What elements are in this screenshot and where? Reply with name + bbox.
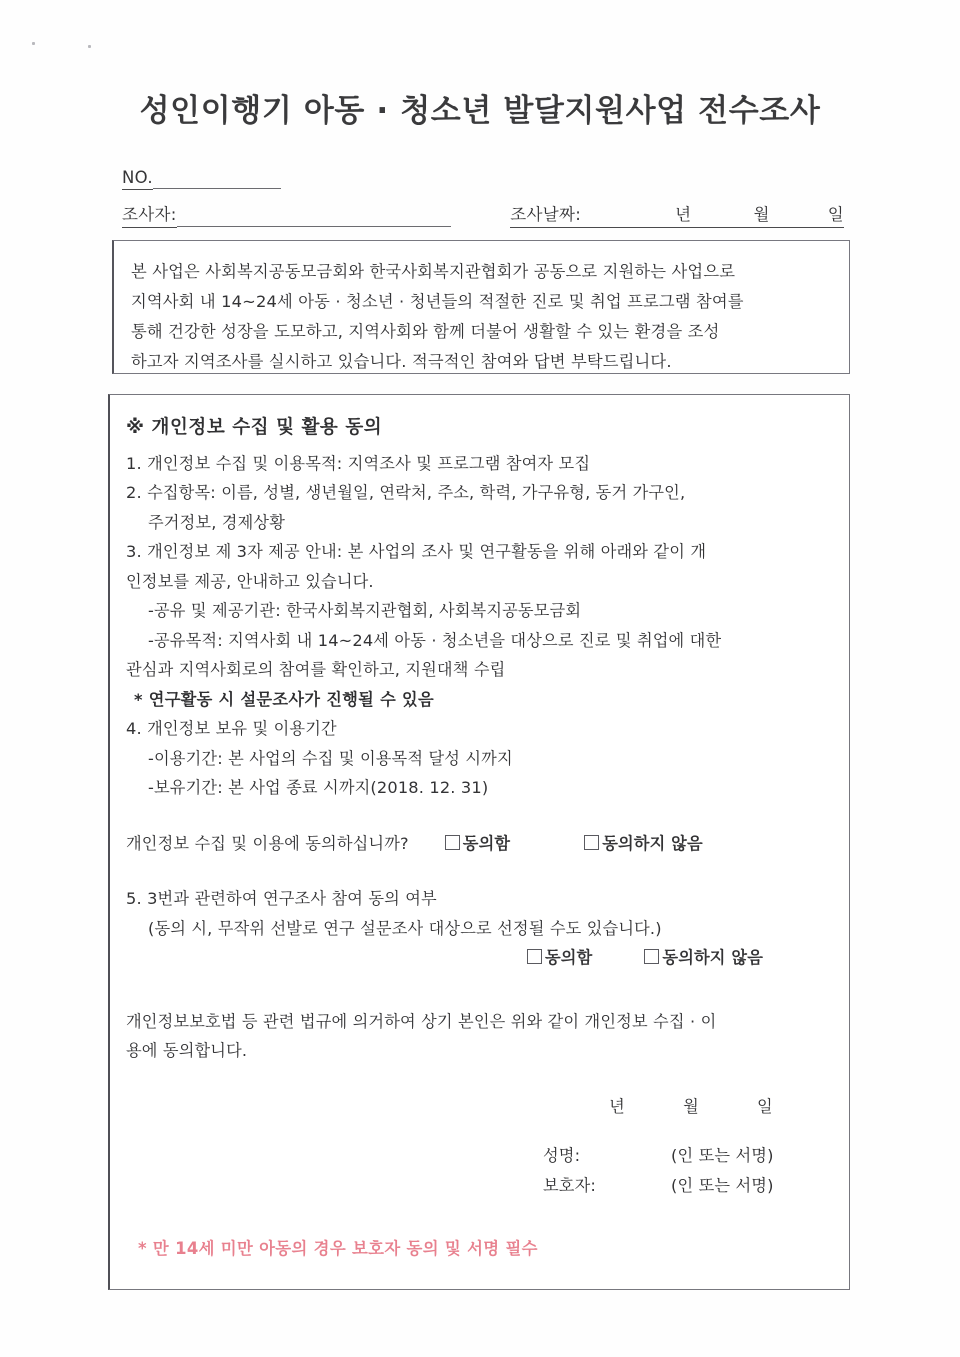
no-label: NO.: [122, 168, 153, 190]
surveyor-label: 조사자:: [122, 201, 177, 228]
intro-line-4: 하고자 지역조사를 실시하고 있습니다. 적극적인 참여와 답변 부탁드립니다.: [131, 352, 672, 371]
meta-row-surveyor: [122, 201, 844, 228]
scan-speckle: [88, 45, 91, 48]
consent-item-3-purpose-line-2: 관심과 지역사회로의 참여를 확인하고, 지원대책 수립: [126, 660, 506, 679]
consent-item-4: 4. 개인정보 보유 및 이용기간: [126, 719, 337, 738]
consent-item-4-usage-period: -이용기간: 본 사업의 수집 및 이용목적 달성 시까지: [148, 748, 513, 768]
signature-date-line[interactable]: [126, 1092, 835, 1122]
research-disagree-label: 동의하지 않음: [662, 948, 763, 967]
consent-disagree-option[interactable]: [584, 829, 703, 859]
consent-item-5: 5. 3번과 관련하여 연구조사 참여 동의 여부: [126, 889, 437, 908]
intro-line-1: 본 사업은 사회복지공동모금회와 한국사회복지관협회가 공동으로 지원하는 사업으로: [131, 262, 736, 281]
guardian-requirement-warning: * 만 14세 미만 아동의 경우 보호자 동의 및 서명 필수: [138, 1239, 538, 1258]
consent-question-5-options: [126, 943, 835, 973]
consent-item-3-line-1: 3. 개인정보 제 3자 제공 안내: 본 사업의 조사 및 연구활동을 위해 아래와 같이 개: [126, 542, 707, 561]
consent-item-5-note: (동의 시, 무작위 선발로 연구 설문조사 대상으로 선정될 수도 있습니다.): [148, 918, 662, 938]
research-agree-option[interactable]: [527, 943, 592, 973]
document-meta: [122, 168, 844, 228]
checkbox-icon[interactable]: [527, 949, 542, 964]
signature-row-name[interactable]: [126, 1141, 821, 1171]
intro-line-2: 지역사회 내 14~24세 아동 · 청소년 · 청년들의 적절한 진로 및 취업 프로그램 참여를: [131, 292, 744, 311]
guardian-seal-or-sign: (인 또는 서명): [671, 1175, 774, 1195]
scan-speckle: [32, 42, 35, 45]
no-input-line[interactable]: [153, 187, 281, 189]
signature-date-month: 월: [683, 1096, 700, 1116]
survey-date-month: 월: [753, 205, 770, 224]
survey-date-group[interactable]: [510, 201, 844, 228]
consent-item-3-line-2: 인정보를 제공, 안내하고 있습니다.: [126, 571, 374, 591]
name-label: 성명:: [543, 1146, 581, 1165]
surveyor-input-line[interactable]: [177, 225, 451, 227]
consent-question-1-text: 개인정보 수집 및 이용에 동의하십니까?: [126, 833, 409, 853]
survey-date-label: 조사날짜:: [510, 205, 582, 224]
consent-disagree-label: 동의하지 않음: [602, 833, 703, 853]
signature-date-year: 년: [609, 1096, 626, 1116]
consent-question-1-row: [126, 829, 835, 859]
research-agree-label: 동의함: [545, 948, 593, 967]
name-seal-or-sign: (인 또는 서명): [671, 1146, 774, 1165]
checkbox-icon[interactable]: [445, 835, 460, 850]
checkbox-icon[interactable]: [584, 835, 599, 850]
intro-line-3: 통해 건강한 성장을 도모하고, 지역사회와 함께 더불어 생활할 수 있는 환경을 조성: [131, 322, 720, 341]
closing-statement-line-2: 용에 동의합니다.: [126, 1041, 248, 1060]
consent-item-2-line-2: 주거정보, 경제상황: [148, 512, 286, 532]
page-title: 성인이행기 아동 · 청소년 발달지원사업 전수조사: [139, 93, 821, 129]
consent-agree-label: 동의함: [462, 833, 511, 853]
signature-row-guardian[interactable]: [126, 1171, 821, 1201]
consent-item-1: 1. 개인정보 수집 및 이용목적: 지역조사 및 프로그램 참여자 모집: [126, 453, 591, 473]
research-disagree-option[interactable]: [644, 943, 763, 973]
intro-text: [114, 241, 849, 377]
consent-item-2-line-1: 2. 수집항목: 이름, 성별, 생년월일, 연락처, 주소, 학력, 가구유형, 동거 가구인,: [126, 483, 686, 502]
meta-row-no: [122, 168, 844, 190]
survey-date-day: 일: [827, 205, 844, 224]
signature-block: [126, 1141, 835, 1200]
closing-statement-line-1: 개인정보보호법 등 관련 법규에 의거하여 상기 본인은 위와 같이 개인정보 수집 · 이: [126, 1011, 717, 1031]
consent-heading: ※ 개인정보 수집 및 활용 동의: [126, 417, 383, 438]
consent-item-3-purpose-line-1: -공유목적: 지역사회 내 14~24세 아동 · 청소년을 대상으로 진로 및 취업에 대한: [148, 630, 722, 650]
research-survey-note: * 연구활동 시 설문조사가 진행될 수 있음: [134, 689, 434, 709]
consent-agree-option[interactable]: [445, 829, 510, 859]
consent-question-1-options: [445, 829, 703, 859]
signature-date-day: 일: [757, 1096, 773, 1116]
consent-item-3-provider: -공유 및 제공기관: 한국사회복지관협회, 사회복지공동모금회: [148, 601, 582, 620]
survey-date-year: 년: [675, 205, 692, 224]
intro-box: [112, 240, 850, 374]
guardian-label: 보호자:: [543, 1175, 597, 1195]
consent-item-4-retention-period: -보유기간: 본 사업 종료 시까지(2018. 12. 31): [148, 778, 489, 797]
consent-box: [108, 394, 850, 1290]
checkbox-icon[interactable]: [644, 949, 659, 964]
